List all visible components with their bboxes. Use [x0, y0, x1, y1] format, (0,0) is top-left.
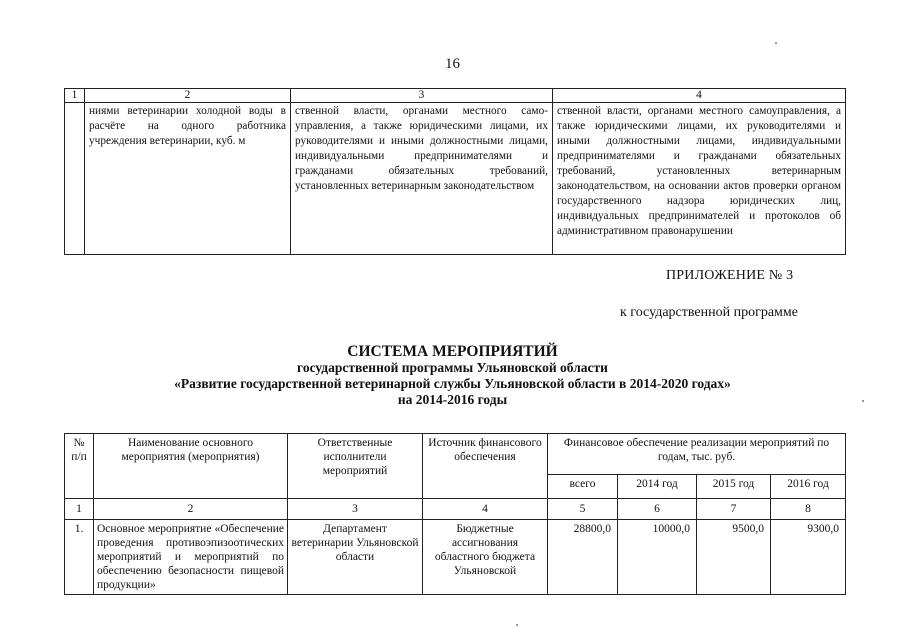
appendix-title: ПРИЛОЖЕНИЕ № 3 [666, 268, 794, 283]
row-activity-name: Основное мероприятие «Обеспечение проведения противоэпизоотических мероприятий и мероприятий по обеспечению безопасности пищевой продукции» [94, 520, 288, 595]
page-number: 16 [445, 56, 460, 72]
header-total: всего [548, 475, 618, 499]
column-number: 2 [85, 89, 291, 103]
column-number: 2 [94, 499, 288, 520]
column-number: 7 [697, 499, 771, 520]
table-row [65, 520, 846, 595]
column-number: 1 [65, 499, 94, 520]
table-header-row [65, 434, 846, 475]
continued-table [64, 88, 846, 255]
cell-method: ственной власти, органами местного самоуправления, а также юридическими лицами, их руководителями и иными должностными лицами, индивидуальными предпринимателями и гражданами обязательных требований, установленных ветеринарным законодательством, на основании актов проверки органом государственного надзора юридических лиц, индивидуальных предпринимателей и протоколов об административном правонарушении [553, 103, 846, 255]
row-total: 28800,0 [548, 520, 618, 595]
document-title [0, 344, 905, 408]
row-2016: 9300,0 [771, 520, 846, 595]
title-line-1: государственной программы Ульяновской области [297, 360, 608, 375]
header-2016: 2016 год [771, 475, 846, 499]
row-responsible: Департамент ветеринарии Ульяновской области [288, 520, 423, 595]
scan-speck [516, 624, 518, 626]
table-row [65, 103, 846, 255]
row-source: Бюджетные ассигнования областного бюджета Ульяновской [423, 520, 548, 595]
column-number: 1 [65, 89, 85, 103]
column-number: 3 [288, 499, 423, 520]
scan-speck [775, 42, 777, 44]
column-numbers-row [65, 499, 846, 520]
cell-indicator: ниями ветеринарии холодной воды в расчёте на одного работника учреждения ветеринарии, куб. м [85, 103, 291, 255]
continued-table-header [65, 89, 846, 103]
row-2015: 9500,0 [697, 520, 771, 595]
header-finance: Финансовое обеспечение реализации мероприятий по годам, тыс. руб. [548, 434, 846, 475]
row-2014: 10000,0 [618, 520, 697, 595]
title-line-3: на 2014-2016 годы [397, 392, 508, 407]
column-number: 3 [291, 89, 553, 103]
header-responsible: Ответственные исполнители мероприятий [288, 434, 423, 499]
column-number: 8 [771, 499, 846, 520]
title-main: СИСТЕМА МЕРОПРИЯТИЙ [347, 343, 558, 360]
header-name: Наименование основного мероприятия (мероприятия) [94, 434, 288, 499]
header-source: Источник финансового обеспечения [423, 434, 548, 499]
column-number: 6 [618, 499, 697, 520]
cell-number [65, 103, 85, 255]
header-2015: 2015 год [697, 475, 771, 499]
row-num: 1. [65, 520, 94, 595]
appendix-subtitle: к государственной программе [620, 305, 798, 320]
activities-table [64, 433, 846, 595]
cell-description: ственной власти, органами местного самоуправления, а также юридическими лицами, их руководителями и иными должностными лицами, индивидуальными предпринимателями и гражданами обязательных требований, установленных ветеринарным законодательством [291, 103, 553, 255]
header-2014: 2014 год [618, 475, 697, 499]
header-num: № п/п [65, 434, 94, 499]
column-number: 4 [553, 89, 846, 103]
scan-speck [862, 400, 864, 402]
title-line-2: «Развитие государственной ветеринарной службы Ульяновской области в 2014-2020 годах» [174, 376, 731, 391]
column-number: 5 [548, 499, 618, 520]
column-number: 4 [423, 499, 548, 520]
